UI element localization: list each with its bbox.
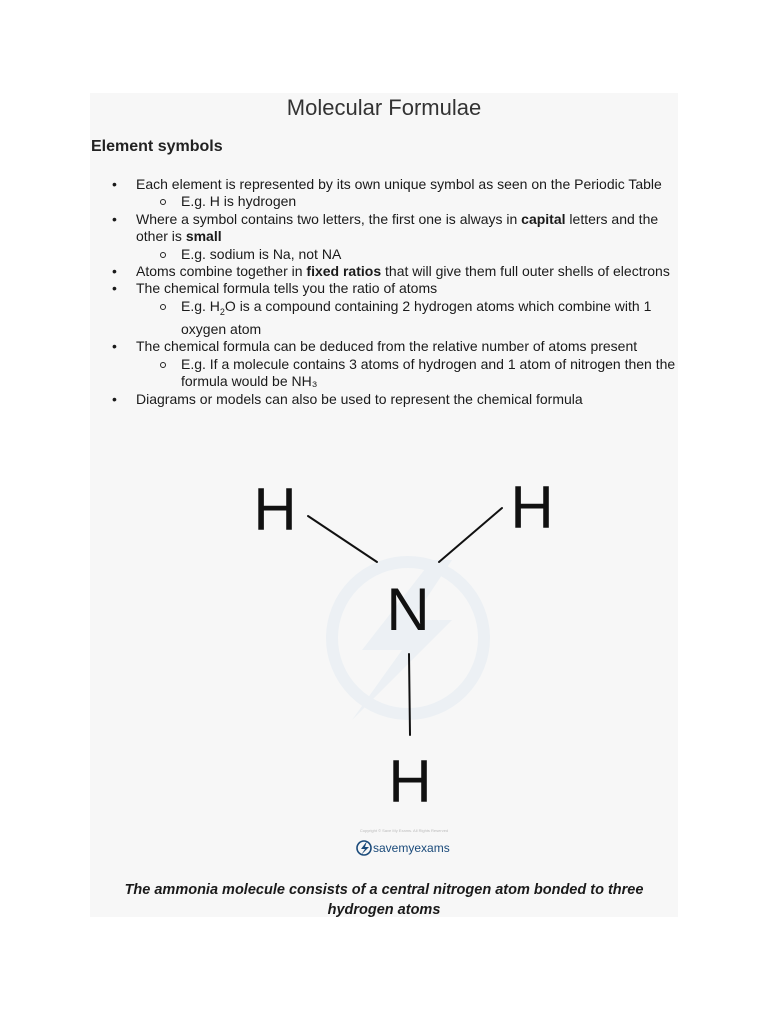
bond-line bbox=[439, 508, 502, 562]
sub-text: E.g. H bbox=[181, 297, 220, 314]
subscript: 2 bbox=[219, 306, 225, 317]
copyright-text: Copyright © Save My Exams. All Rights Reserved bbox=[359, 828, 449, 833]
list-item bbox=[112, 338, 678, 390]
list-item bbox=[112, 211, 678, 263]
atom-hydrogen-label: H bbox=[388, 748, 432, 815]
sub-list bbox=[136, 246, 678, 263]
list-item bbox=[112, 263, 678, 280]
sub-list-item bbox=[136, 298, 678, 339]
page-title: Molecular Formulae bbox=[286, 95, 482, 120]
sub-text: O is a compound containing 2 hydrogen atoms which combine with 1 oxygen atom bbox=[181, 297, 652, 338]
bullet-text: The chemical formula tells you the ratio of atoms bbox=[136, 280, 438, 297]
list-item bbox=[112, 176, 678, 211]
bullet-text: Each element is represented by its own unique symbol as seen on the Periodic Table bbox=[136, 176, 662, 192]
sub-list-item: E.g. If a molecule contains 3 atoms of hydrogen and 1 atom of nitrogen then the formula would be NH₃ bbox=[136, 356, 678, 391]
sub-list-item: E.g. sodium is Na, not NA bbox=[136, 246, 678, 263]
bullet-text: Diagrams or models can also be used to represent the chemical formula bbox=[136, 390, 583, 407]
figure-caption: The ammonia molecule consists of a central nitrogen atom bonded to three hydrogen atoms bbox=[124, 882, 644, 918]
atom-hydrogen-label: H bbox=[253, 476, 297, 543]
lightning-icon bbox=[357, 841, 371, 855]
sub-list bbox=[136, 298, 678, 339]
bullet-text: letters and the other is bbox=[136, 210, 659, 245]
list-item bbox=[112, 280, 678, 338]
bond-line bbox=[409, 654, 410, 735]
sub-list-item: E.g. H is hydrogen bbox=[136, 193, 678, 210]
atom-nitrogen-label: N bbox=[386, 576, 430, 643]
section-heading: Element symbols bbox=[91, 138, 223, 155]
sub-list bbox=[136, 356, 678, 391]
bullet-text: Where a symbol contains two letters, the first one is always in bbox=[136, 210, 522, 227]
bold-term: fixed ratios bbox=[306, 263, 382, 280]
bullet-text: that will give them full outer shells of electrons bbox=[381, 263, 670, 280]
atom-hydrogen-label: H bbox=[510, 474, 554, 541]
bullet-list bbox=[112, 176, 678, 408]
brand-logo bbox=[357, 841, 450, 855]
bond-line bbox=[308, 516, 377, 562]
bullet-text: The chemical formula can be deduced from the relative number of atoms present bbox=[136, 338, 638, 355]
list-item bbox=[112, 391, 678, 408]
ammonia-molecule-diagram bbox=[112, 450, 678, 870]
sub-list bbox=[136, 193, 678, 210]
bold-term: small bbox=[185, 228, 222, 245]
bullet-text: Atoms combine together in bbox=[136, 263, 307, 280]
brand-text: savemyexams bbox=[373, 841, 450, 855]
bold-term: capital bbox=[521, 210, 566, 227]
